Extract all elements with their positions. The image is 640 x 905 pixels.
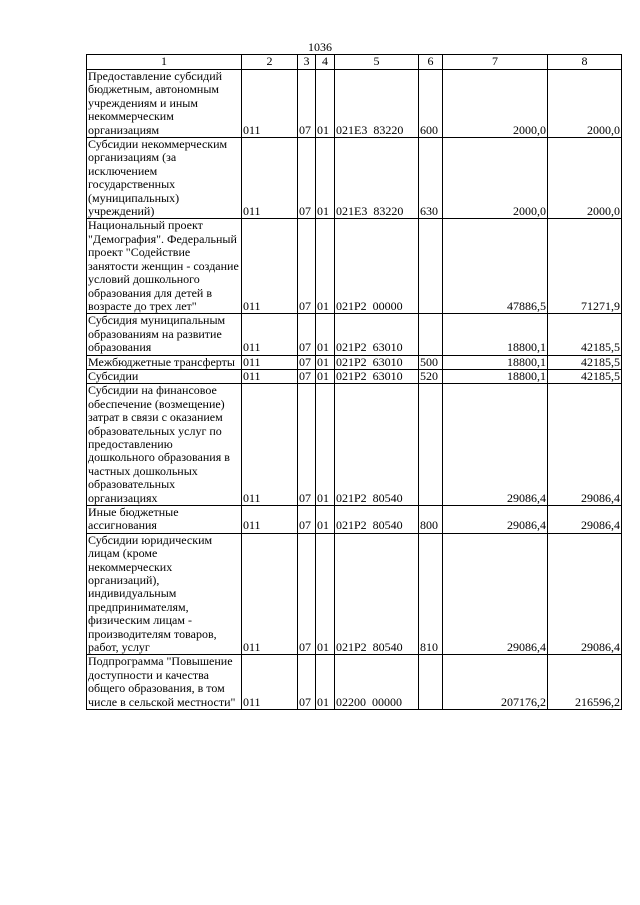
amount-year1-cell: 2000,0 — [443, 138, 548, 219]
table-body — [87, 55, 622, 710]
ministry-code-cell: 011 — [242, 369, 298, 383]
amount-year1-cell: 29086,4 — [443, 533, 548, 655]
section-code-cell: 07 — [298, 219, 316, 314]
target-article-cell: 02200 00000 — [335, 655, 419, 710]
item-name-cell: Субсидии юридическим лицам (кроме некоммерческих организаций), индивидуальным предпринимателям, физическим лицам - производителям товаров, работ, услуг — [87, 533, 242, 655]
item-name-cell: Субсидия муниципальным образованиям на развитие образования — [87, 314, 242, 355]
column-header: 6 — [419, 55, 443, 70]
page-number: 1036 — [308, 40, 332, 54]
amount-year1-cell: 18800,1 — [443, 369, 548, 383]
expense-type-cell — [419, 314, 443, 355]
amount-year2-cell: 29086,4 — [548, 384, 622, 506]
subsection-code-cell: 01 — [316, 506, 335, 534]
expense-type-cell — [419, 384, 443, 506]
expense-type-cell — [419, 219, 443, 314]
amount-year2-cell: 2000,0 — [548, 138, 622, 219]
amount-year1-cell: 207176,2 — [443, 655, 548, 710]
ministry-code-cell: 011 — [242, 655, 298, 710]
section-code-cell: 07 — [298, 506, 316, 534]
target-article-cell: 021E3 83220 — [335, 70, 419, 138]
ministry-code-cell: 011 — [242, 219, 298, 314]
ministry-code-cell: 011 — [242, 138, 298, 219]
amount-year2-cell: 29086,4 — [548, 533, 622, 655]
expense-type-cell: 500 — [419, 355, 443, 369]
target-article-cell: 021P2 80540 — [335, 384, 419, 506]
section-code-cell: 07 — [298, 314, 316, 355]
table-row — [87, 138, 622, 219]
ministry-code-cell: 011 — [242, 314, 298, 355]
target-article-cell: 021P2 80540 — [335, 533, 419, 655]
section-code-cell: 07 — [298, 533, 316, 655]
subsection-code-cell: 01 — [316, 355, 335, 369]
expense-type-cell: 810 — [419, 533, 443, 655]
expense-type-cell: 520 — [419, 369, 443, 383]
column-header: 2 — [242, 55, 298, 70]
subsection-code-cell: 01 — [316, 655, 335, 710]
item-name-cell: Предоставление субсидий бюджетным, автономным учреждениям и иным некоммерческим организациям — [87, 70, 242, 138]
amount-year1-cell: 2000,0 — [443, 70, 548, 138]
amount-year2-cell: 42185,5 — [548, 355, 622, 369]
ministry-code-cell: 011 — [242, 384, 298, 506]
expense-type-cell: 630 — [419, 138, 443, 219]
section-code-cell: 07 — [298, 70, 316, 138]
amount-year1-cell: 29086,4 — [443, 506, 548, 534]
amount-year1-cell: 29086,4 — [443, 384, 548, 506]
subsection-code-cell: 01 — [316, 384, 335, 506]
ministry-code-cell: 011 — [242, 533, 298, 655]
amount-year2-cell: 42185,5 — [548, 314, 622, 355]
section-code-cell: 07 — [298, 369, 316, 383]
table-row — [87, 355, 622, 369]
subsection-code-cell: 01 — [316, 533, 335, 655]
ministry-code-cell: 011 — [242, 355, 298, 369]
amount-year2-cell: 216596,2 — [548, 655, 622, 710]
amount-year2-cell: 42185,5 — [548, 369, 622, 383]
item-name-cell: Иные бюджетные ассигнования — [87, 506, 242, 534]
budget-table — [86, 54, 622, 710]
target-article-cell: 021P2 63010 — [335, 355, 419, 369]
table-row — [87, 533, 622, 655]
amount-year1-cell: 47886,5 — [443, 219, 548, 314]
section-code-cell: 07 — [298, 384, 316, 506]
table-row — [87, 70, 622, 138]
column-header: 3 — [298, 55, 316, 70]
target-article-cell: 021E3 83220 — [335, 138, 419, 219]
item-name-cell: Межбюджетные трансферты — [87, 355, 242, 369]
subsection-code-cell: 01 — [316, 70, 335, 138]
amount-year1-cell: 18800,1 — [443, 314, 548, 355]
target-article-cell: 021P2 80540 — [335, 506, 419, 534]
column-header: 7 — [443, 55, 548, 70]
item-name-cell: Подпрограмма "Повышение доступности и качества общего образования, в том числе в сельской местности" — [87, 655, 242, 710]
amount-year1-cell: 18800,1 — [443, 355, 548, 369]
subsection-code-cell: 01 — [316, 369, 335, 383]
amount-year2-cell: 2000,0 — [548, 70, 622, 138]
ministry-code-cell: 011 — [242, 70, 298, 138]
target-article-cell: 021P2 00000 — [335, 219, 419, 314]
table-row — [87, 219, 622, 314]
section-code-cell: 07 — [298, 355, 316, 369]
target-article-cell: 021P2 63010 — [335, 314, 419, 355]
subsection-code-cell: 01 — [316, 314, 335, 355]
subsection-code-cell: 01 — [316, 138, 335, 219]
item-name-cell: Субсидии на финансовое обеспечение (возмещение) затрат в связи с оказанием образовательных услуг по предоставлению дошкольного образования в частных дошкольных образовательных организациях — [87, 384, 242, 506]
column-header: 8 — [548, 55, 622, 70]
table-row — [87, 506, 622, 534]
section-code-cell: 07 — [298, 138, 316, 219]
item-name-cell: Субсидии — [87, 369, 242, 383]
expense-type-cell: 600 — [419, 70, 443, 138]
item-name-cell: Субсидии некоммерческим организациям (за исключением государственных (муниципальных) учреждений) — [87, 138, 242, 219]
table-row — [87, 655, 622, 710]
table-row — [87, 369, 622, 383]
ministry-code-cell: 011 — [242, 506, 298, 534]
item-name-cell: Национальный проект "Демография". Федеральный проект "Содействие занятости женщин - создание условий дошкольного образования для детей в возрасте до трех лет" — [87, 219, 242, 314]
section-code-cell: 07 — [298, 655, 316, 710]
target-article-cell: 021P2 63010 — [335, 369, 419, 383]
table-row — [87, 314, 622, 355]
column-header: 4 — [316, 55, 335, 70]
table-row — [87, 384, 622, 506]
expense-type-cell: 800 — [419, 506, 443, 534]
subsection-code-cell: 01 — [316, 219, 335, 314]
expense-type-cell — [419, 655, 443, 710]
amount-year2-cell: 29086,4 — [548, 506, 622, 534]
column-header: 5 — [335, 55, 419, 70]
header-row — [87, 55, 622, 70]
column-header: 1 — [87, 55, 242, 70]
amount-year2-cell: 71271,9 — [548, 219, 622, 314]
